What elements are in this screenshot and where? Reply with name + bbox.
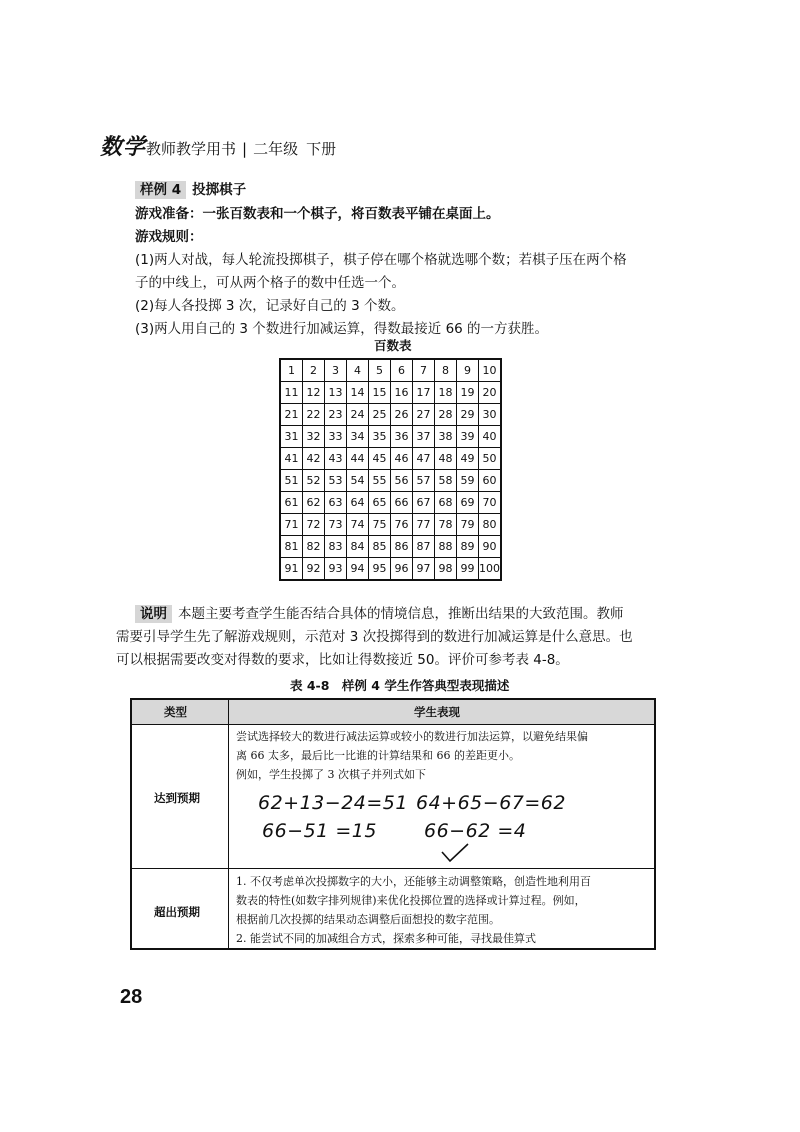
hundred-chart-cell: 21	[280, 404, 303, 426]
hundred-chart-cell: 67	[413, 492, 435, 514]
hundred-chart-row	[280, 359, 501, 382]
hundred-chart-cell: 8	[435, 359, 457, 382]
row-2-line-2: 数表的特性(如数字排列规律)来优化投掷位置的选择或计算过程。例如，	[236, 894, 586, 907]
handwritten-equation-b2: 66−62 =4	[424, 820, 527, 842]
volume-label: 下册	[306, 140, 337, 158]
hundred-chart-cell: 90	[479, 536, 502, 558]
header-divider: |	[242, 140, 248, 158]
hundred-chart-cell: 65	[369, 492, 391, 514]
col-type-header: 类型	[164, 705, 187, 719]
row-1-line-3: 例如，学生投掷了 3 次棋子并列式如下	[236, 768, 426, 781]
hundred-chart-cell: 18	[435, 382, 457, 404]
hundred-chart-cell: 40	[479, 426, 502, 448]
hundred-chart-cell: 28	[435, 404, 457, 426]
handwritten-equation-a1: 62+13−24=51	[258, 792, 408, 814]
table-title: 表 4-8 样例 4 学生作答典型表现描述	[290, 678, 510, 693]
hundred-chart-cell: 11	[280, 382, 303, 404]
hundred-chart-cell: 84	[347, 536, 369, 558]
hundred-chart-cell: 52	[303, 470, 325, 492]
hundred-chart-cell: 54	[347, 470, 369, 492]
hundred-chart-cell: 59	[457, 470, 479, 492]
hundred-chart-cell: 5	[369, 359, 391, 382]
page-header	[100, 130, 336, 161]
hundred-chart-row	[280, 448, 501, 470]
hundred-chart-cell: 32	[303, 426, 325, 448]
hundred-chart-cell: 62	[303, 492, 325, 514]
hundred-chart-cell: 39	[457, 426, 479, 448]
hundred-chart-cell: 6	[391, 359, 413, 382]
hundred-chart-cell: 58	[435, 470, 457, 492]
explanation-line-3: 可以根据需要改变对得数的要求，比如让得数接近 50。评价可参考表 4-8。	[116, 652, 569, 668]
hundred-chart-cell: 78	[435, 514, 457, 536]
hundred-chart-cell: 87	[413, 536, 435, 558]
hundred-chart-cell: 73	[325, 514, 347, 536]
hundred-chart-cell: 71	[280, 514, 303, 536]
hundred-chart-cell: 68	[435, 492, 457, 514]
example-heading	[135, 180, 246, 201]
hundred-chart-cell: 83	[325, 536, 347, 558]
hundred-chart-cell: 29	[457, 404, 479, 426]
hundred-chart-cell: 9	[457, 359, 479, 382]
hundred-chart-cell: 95	[369, 558, 391, 581]
hundred-chart-cell: 25	[369, 404, 391, 426]
grade-label: 二年级	[253, 140, 299, 158]
rule-1-line-1: (1)两人对战，每人轮流投掷棋子，棋子停在哪个格就选哪个数；若棋子压在两个格	[135, 252, 627, 268]
hundred-chart-cell: 15	[369, 382, 391, 404]
hundred-chart-cell: 1	[280, 359, 303, 382]
row-2-line-4: 2. 能尝试不同的加减组合方式，探索多种可能，寻找最佳算式	[236, 932, 536, 945]
hundred-chart-cell: 98	[435, 558, 457, 581]
hundred-chart-cell: 63	[325, 492, 347, 514]
hundred-chart-cell: 38	[435, 426, 457, 448]
hundred-chart-cell: 46	[391, 448, 413, 470]
hundred-chart-cell: 2	[303, 359, 325, 382]
page-number: 28	[120, 986, 143, 1008]
row-1-line-2: 离 66 太多，最后比一比谁的计算结果和 66 的差距更小。	[236, 749, 520, 762]
hundred-chart-cell: 86	[391, 536, 413, 558]
handwritten-equation-a2: 66−51 =15	[262, 820, 377, 842]
hundred-chart-cell: 13	[325, 382, 347, 404]
rule-1-line-2: 子的中线上，可从两个格子的数中任选一个。	[135, 275, 405, 291]
hundred-chart-cell: 3	[325, 359, 347, 382]
hundred-chart-table	[279, 358, 502, 581]
hundred-chart-cell: 19	[457, 382, 479, 404]
subject-title: 数学	[100, 135, 147, 160]
hundred-chart-cell: 42	[303, 448, 325, 470]
hundred-chart-cell: 20	[479, 382, 502, 404]
hundred-chart-cell: 60	[479, 470, 502, 492]
hundred-chart-cell: 24	[347, 404, 369, 426]
hundred-chart-cell: 100	[479, 558, 502, 581]
hundred-chart-row	[280, 382, 501, 404]
hundred-chart-cell: 51	[280, 470, 303, 492]
hundred-chart-cell: 22	[303, 404, 325, 426]
hundred-chart-row	[280, 492, 501, 514]
hundred-chart-cell: 48	[435, 448, 457, 470]
hundred-chart-cell: 47	[413, 448, 435, 470]
table-header-row	[132, 700, 654, 725]
performance-table	[130, 698, 656, 950]
hundred-chart-cell: 33	[325, 426, 347, 448]
hundred-chart-cell: 56	[391, 470, 413, 492]
hundred-chart-cell: 96	[391, 558, 413, 581]
rules-title: 游戏规则：	[135, 229, 203, 245]
rule-2: (2)每人各投掷 3 次，记录好自己的 3 个数。	[135, 298, 405, 314]
col-performance-header: 学生表现	[414, 705, 460, 719]
hundred-chart-cell: 76	[391, 514, 413, 536]
rule-3: (3)两人用自己的 3 个数进行加减运算，得数最接近 66 的一方获胜。	[135, 321, 549, 337]
hundred-chart-cell: 57	[413, 470, 435, 492]
row-2-line-1: 1. 不仅考虑单次投掷数字的大小，还能够主动调整策略，创造性地利用百	[236, 875, 591, 888]
hundred-chart-cell: 93	[325, 558, 347, 581]
explanation-line-1	[135, 604, 624, 625]
hundred-chart-cell: 79	[457, 514, 479, 536]
hundred-chart-cell: 37	[413, 426, 435, 448]
hundred-chart-cell: 41	[280, 448, 303, 470]
hundred-chart-cell: 89	[457, 536, 479, 558]
hundred-chart-cell: 99	[457, 558, 479, 581]
hundred-chart-cell: 75	[369, 514, 391, 536]
hundred-chart-cell: 31	[280, 426, 303, 448]
row-meets-expectation-type: 达到预期	[154, 791, 200, 805]
hundred-chart-cell: 26	[391, 404, 413, 426]
hundred-chart-cell: 55	[369, 470, 391, 492]
hundred-chart-cell: 66	[391, 492, 413, 514]
hundred-chart-row	[280, 536, 501, 558]
hundred-chart-cell: 17	[413, 382, 435, 404]
example-title: 投掷棋子	[192, 182, 247, 198]
explanation-tag: 说明	[135, 605, 172, 623]
hundred-chart-cell: 72	[303, 514, 325, 536]
explanation-text-1: 本题主要考查学生能否结合具体的情境信息，推断出结果的大致范围。教师	[178, 606, 624, 622]
hundred-chart-cell: 35	[369, 426, 391, 448]
hundred-chart-cell: 45	[369, 448, 391, 470]
hundred-chart-cell: 61	[280, 492, 303, 514]
row-exceeds-expectation-type: 超出预期	[154, 905, 200, 919]
explanation-line-2: 需要引导学生先了解游戏规则，示范对 3 次投掷得到的数进行加减运算是什么意思。也	[116, 629, 633, 645]
hundred-chart-cell: 53	[325, 470, 347, 492]
hundred-chart-title: 百数表	[374, 338, 412, 353]
hundred-chart-cell: 14	[347, 382, 369, 404]
book-title: 教师教学用书	[146, 140, 237, 158]
hundred-chart-cell: 34	[347, 426, 369, 448]
hundred-chart-cell: 16	[391, 382, 413, 404]
hundred-chart-cell: 64	[347, 492, 369, 514]
hundred-chart-cell: 36	[391, 426, 413, 448]
hundred-chart-cell: 97	[413, 558, 435, 581]
hundred-chart-cell: 91	[280, 558, 303, 581]
hundred-chart-row	[280, 426, 501, 448]
hundred-chart-cell: 43	[325, 448, 347, 470]
checkmark-icon	[440, 842, 470, 864]
hundred-chart-cell: 27	[413, 404, 435, 426]
hundred-chart-cell: 50	[479, 448, 502, 470]
hundred-chart-cell: 80	[479, 514, 502, 536]
hundred-chart-cell: 74	[347, 514, 369, 536]
hundred-chart-row	[280, 470, 501, 492]
hundred-chart-cell: 69	[457, 492, 479, 514]
hundred-chart-cell: 88	[435, 536, 457, 558]
hundred-chart-cell: 85	[369, 536, 391, 558]
row-2-line-3: 根据前几次投掷的结果动态调整后面想投的数字范围。	[236, 913, 500, 926]
hundred-chart-cell: 82	[303, 536, 325, 558]
hundred-chart-row	[280, 514, 501, 536]
hundred-chart-cell: 23	[325, 404, 347, 426]
game-prep: 游戏准备：一张百数表和一个棋子，将百数表平铺在桌面上。	[135, 206, 500, 222]
hundred-chart-cell: 49	[457, 448, 479, 470]
hundred-chart-cell: 12	[303, 382, 325, 404]
hundred-chart-cell: 44	[347, 448, 369, 470]
hundred-chart-cell: 10	[479, 359, 502, 382]
hundred-chart-cell: 81	[280, 536, 303, 558]
hundred-chart-cell: 7	[413, 359, 435, 382]
row-1-line-1: 尝试选择较大的数进行减法运算或较小的数进行加法运算，以避免结果偏	[236, 730, 588, 743]
hundred-chart-cell: 92	[303, 558, 325, 581]
hundred-chart-cell: 77	[413, 514, 435, 536]
example-tag: 样例 4	[135, 181, 186, 199]
hundred-chart-cell: 70	[479, 492, 502, 514]
hundred-chart-cell: 94	[347, 558, 369, 581]
hundred-chart-row	[280, 558, 501, 581]
handwritten-equation-b1: 64+65−67=62	[416, 792, 566, 814]
hundred-chart-cell: 30	[479, 404, 502, 426]
hundred-chart-row	[280, 404, 501, 426]
hundred-chart-cell: 4	[347, 359, 369, 382]
